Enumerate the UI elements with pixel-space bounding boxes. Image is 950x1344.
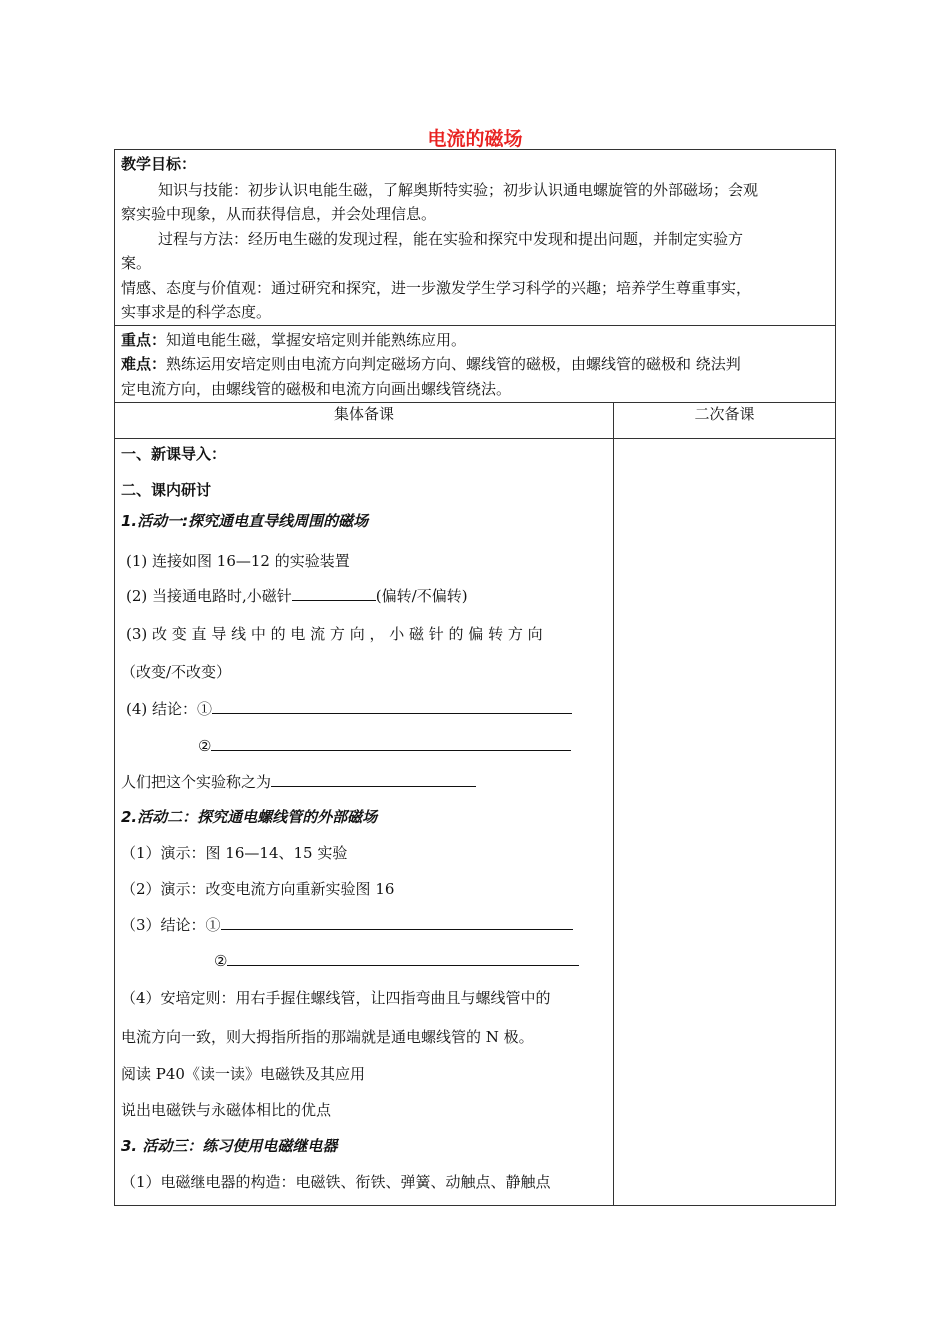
emotion-line-1: 情感、态度与价值观：通过研究和探究，进一步激发学生学习科学的兴趣；培养学生尊重事实， (121, 279, 752, 297)
activity-1-step-3-options: （改变/不改变） (121, 663, 232, 681)
column-left-label: 集体备课 (333, 405, 394, 423)
experiment-name-text: 人们把这个实验称之为 (121, 773, 272, 791)
step-2-text: (2) 当接通电路时,小磁针 (126, 587, 292, 605)
key-label: 重点： (121, 331, 167, 349)
answer-blank[interactable] (221, 915, 573, 930)
objectives-heading: 教学目标： (121, 155, 197, 173)
ampere-rule-line-1: （4）安培定则：用右手握住螺线管，让四指弯曲且与螺线管中的 (121, 989, 551, 1007)
reading-task: 阅读 P40《读一读》电磁铁及其应用 (121, 1065, 365, 1083)
activity-3-step-1: （1）电磁继电器的构造：电磁铁、衔铁、弹簧、动触点、静触点 (121, 1173, 551, 1191)
answer-blank[interactable] (292, 586, 376, 601)
conclusion-marker: ② (198, 737, 212, 755)
activity-2-title: 2.活动二：探究通电螺线管的外部磁场 (121, 808, 378, 826)
conclusion-label: （3）结论：① (121, 916, 221, 934)
answer-blank[interactable] (271, 772, 476, 787)
activity-1-conclusion-1 (126, 699, 572, 719)
activity-2-step-2: （2）演示：改变电流方向重新实验图 16 (121, 880, 395, 898)
difficult-text-2: 定电流方向，由螺线管的磁极和电流方向画出螺线管绕法。 (121, 380, 512, 398)
emotion-line-2: 实事求是的科学态度。 (121, 303, 272, 321)
activity-1-step-2 (126, 586, 468, 606)
conclusion-marker: ② (214, 952, 228, 970)
discussion-task: 说出电磁铁与永磁体相比的优点 (121, 1101, 332, 1119)
column-right-label: 二次备课 (694, 405, 755, 423)
difficult-text-1: 熟练运用安培定则由电流方向判定磁场方向、螺线管的磁极，由螺线管的磁极和 绕法判 (166, 355, 741, 373)
activity-2-conclusion-2 (214, 951, 579, 971)
knowledge-line-1: 知识与技能：初步认识电能生磁，了解奥斯特实验；初步认识通电螺旋管的外部磁场；会观 (158, 181, 759, 199)
activity-2-step-1: （1）演示：图 16—14、15 实验 (121, 844, 348, 862)
ampere-rule-line-2: 电流方向一致，则大拇指所指的那端就是通电螺线管的 N 极。 (121, 1028, 534, 1046)
section-intro: 一、新课导入： (121, 445, 227, 463)
key-point (121, 330, 466, 350)
experiment-name-line (121, 772, 476, 792)
answer-blank[interactable] (212, 699, 572, 714)
answer-blank[interactable] (227, 951, 579, 966)
difficult-point (121, 354, 741, 374)
second-prep-cell (613, 438, 836, 1206)
activity-1-step-3: (3) 改 变 直 导 线 中 的 电 流 方 向 ， 小 磁 针 的 偏 转 方 向 (126, 625, 543, 643)
difficult-label: 难点： (121, 355, 167, 373)
activity-1-step-1: (1) 连接如图 16—12 的实验装置 (126, 552, 350, 570)
page-title: 电流的磁场 (427, 128, 523, 150)
step-2-options: (偏转/不偏转) (375, 587, 468, 605)
knowledge-line-2: 察实验中现象，从而获得信息，并会处理信息。 (121, 205, 437, 223)
activity-2-conclusion-1 (121, 915, 573, 935)
process-line-2: 案。 (121, 254, 152, 272)
answer-blank[interactable] (211, 736, 571, 751)
activity-3-title: 3. 活动三：练习使用电磁继电器 (121, 1137, 338, 1155)
activity-1-title: 1.活动一:探究通电直导线周围的磁场 (121, 512, 369, 530)
conclusion-label: (4) 结论：① (126, 700, 213, 718)
process-line-1: 过程与方法：经历电生磁的发现过程，能在实验和探究中发现和提出问题，并制定实验方 (158, 230, 744, 248)
section-discussion: 二、课内研讨 (121, 481, 212, 499)
activity-1-conclusion-2 (198, 736, 571, 756)
key-text: 知道电能生磁，掌握安培定则并能熟练应用。 (166, 331, 467, 349)
